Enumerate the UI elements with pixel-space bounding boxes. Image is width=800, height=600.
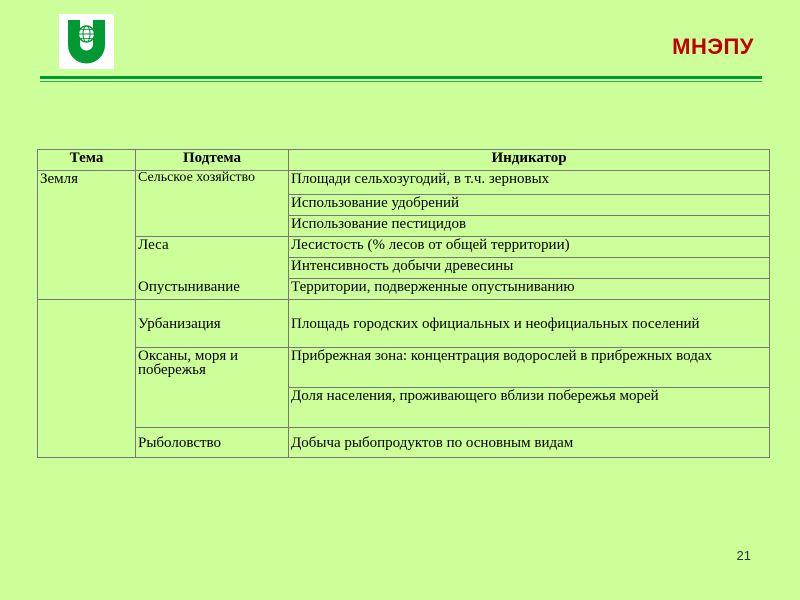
cell-subtheme: Рыболовство: [136, 428, 289, 458]
cell-indicator: Добыча рыбопродуктов по основным видам: [289, 428, 770, 458]
page-number: 21: [736, 548, 751, 563]
cell-subtheme: [136, 216, 289, 237]
cell-subtheme: Опустынивание: [136, 279, 289, 300]
cell-subtheme: Сельское хозяйство: [136, 171, 289, 195]
cell-theme: [38, 388, 136, 428]
cell-indicator: Площадь городских официальных и неофициальных поселений: [289, 300, 770, 348]
cell-indicator: Доля населения, проживающего вблизи побережья морей: [289, 388, 770, 428]
cell-theme: [38, 279, 136, 300]
table-row: [38, 258, 770, 279]
cell-theme: [38, 237, 136, 258]
brand-title: МНЭПУ: [672, 34, 754, 59]
indicators-table: [37, 149, 770, 458]
cell-indicator: Прибрежная зона: концентрация водорослей в прибрежных водах: [289, 348, 770, 388]
header-divider-thin: [40, 81, 762, 82]
cell-subtheme: [136, 258, 289, 279]
cell-indicator: Использование удобрений: [289, 195, 770, 216]
cell-theme: [38, 428, 136, 458]
cell-theme: [38, 195, 136, 216]
column-header-indicator: Индикатор: [289, 150, 770, 171]
header-divider: [40, 76, 762, 79]
table-row: [38, 237, 770, 258]
cell-theme: [38, 258, 136, 279]
cell-subtheme: Леса: [136, 237, 289, 258]
cell-theme: [38, 300, 136, 348]
cell-subtheme: Урбанизация: [136, 300, 289, 348]
table-row: [38, 216, 770, 237]
cell-indicator: Использование пестицидов: [289, 216, 770, 237]
table-row: [38, 388, 770, 428]
table-row: [38, 279, 770, 300]
column-header-subtheme: Подтема: [136, 150, 289, 171]
cell-indicator: Интенсивность добычи древесины: [289, 258, 770, 279]
cell-subtheme: [136, 195, 289, 216]
cell-subtheme: Оксаны, моря и побережья: [136, 348, 289, 388]
column-header-theme: Тема: [38, 150, 136, 171]
university-globe-logo-icon: [59, 14, 114, 69]
cell-subtheme: [136, 388, 289, 428]
cell-theme: [38, 216, 136, 237]
cell-theme: Земля: [38, 171, 136, 195]
cell-indicator: Площади сельхозугодий, в т.ч. зерновых: [289, 171, 770, 195]
table-row: [38, 348, 770, 388]
table-row: [38, 300, 770, 348]
table-row: [38, 195, 770, 216]
table-header-row: [38, 150, 770, 171]
table-row: [38, 171, 770, 195]
cell-indicator: Территории, подверженные опустыниванию: [289, 279, 770, 300]
table-row: [38, 428, 770, 458]
cell-theme: [38, 348, 136, 388]
cell-indicator: Лесистость (% лесов от общей территории): [289, 237, 770, 258]
